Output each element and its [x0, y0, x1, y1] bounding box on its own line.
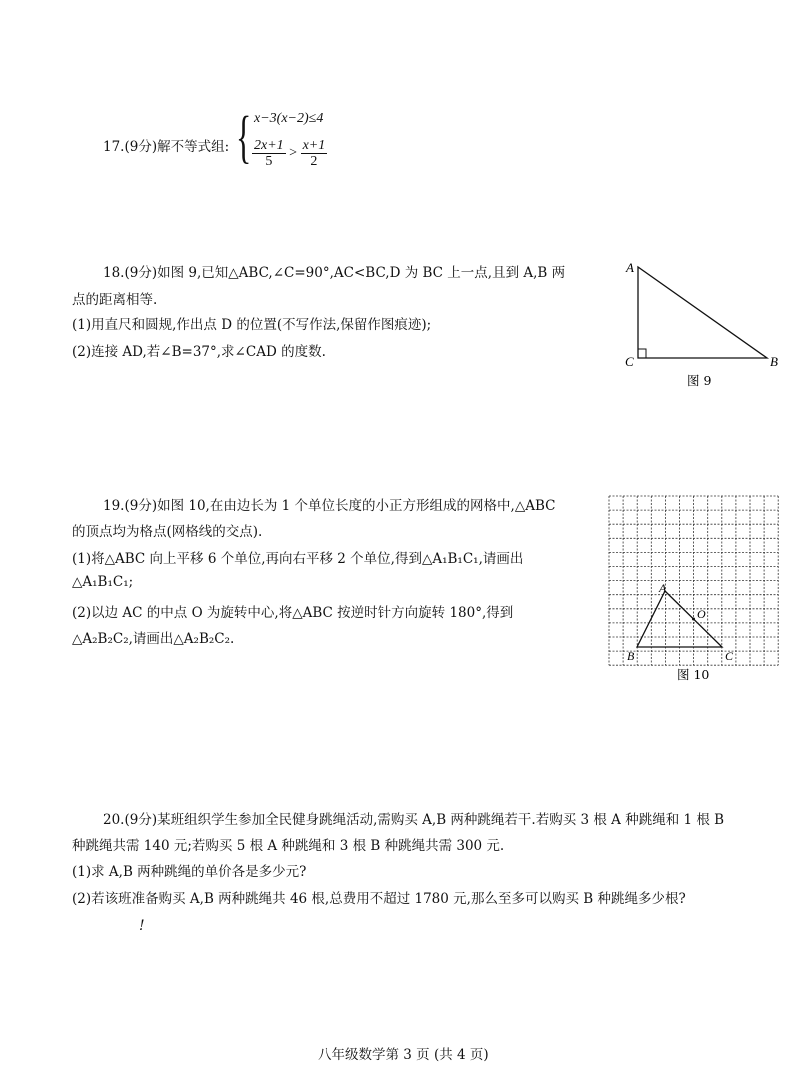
- q18-line-1: 18.(9分)如图 9,已知△ABC,∠C=90°,AC<BC,D 为 BC 上一点,且到 A,B 两: [103, 265, 566, 281]
- right-angle-mark: [638, 349, 646, 358]
- q19-sub-1-line-1: (1)将△ABC 向上平移 6 个单位,再向右平移 2 个单位,得到△A₁B₁C₁,请画出: [72, 551, 524, 567]
- q17-inequality-1: x−3(x−2)≤4: [254, 111, 324, 126]
- q19-line-2: 的顶点均为格点(网格线的交点).: [72, 524, 263, 540]
- grid-label-c: C: [725, 649, 734, 663]
- page-footer: 八年级数学第 3 页 (共 4 页): [318, 1047, 489, 1063]
- q18-sub-2: (2)连接 AD,若∠B=37°,求∠CAD 的度数.: [72, 344, 326, 360]
- q19-sub-2-line-1: (2)以边 AC 的中点 O 为旋转中心,将△ABC 按逆时针方向旋转 180°,得到: [72, 605, 514, 621]
- grid-label-o: O: [697, 607, 706, 621]
- stray-mark: !: [139, 918, 145, 934]
- q17-fraction-right: $\frac{x+1}{2}$: [302, 138, 326, 169]
- system-brace: {: [236, 104, 252, 169]
- q19-sub-2-line-2: △A₂B₂C₂,请画出△A₂B₂C₂.: [72, 631, 235, 647]
- q17-operator: >: [289, 145, 298, 161]
- q18-line-2: 点的距离相等.: [72, 292, 158, 308]
- q17-inequality-2: [252, 138, 327, 169]
- grid-label-b: B: [627, 649, 635, 663]
- figure-10-grid: [608, 492, 786, 692]
- q20-sub-2: (2)若该班准备购买 A,B 两种跳绳共 46 根,总费用不超过 1780 元,那么至多可以购买 B 种跳绳多少根?: [72, 891, 686, 907]
- grid-lines: [609, 496, 778, 665]
- q19-line-1: 19.(9分)如图 10,在由边长为 1 个单位长度的小正方形组成的网格中,△ABC: [103, 498, 556, 514]
- figure-10-caption: 图 10: [677, 667, 710, 682]
- q19-sub-1-line-2: △A₁B₁C₁;: [72, 574, 134, 590]
- figure-9-triangle: [615, 255, 790, 390]
- q18-sub-1: (1)用直尺和圆规,作出点 D 的位置(不写作法,保留作图痕迹);: [72, 317, 432, 333]
- q17-fraction-left: $\frac{2x+1}{5}$: [254, 138, 284, 169]
- q20-line-2: 种跳绳共需 140 元;若购买 5 根 A 种跳绳和 3 根 B 种跳绳共需 300 元.: [72, 838, 505, 854]
- vertex-label-b: B: [770, 354, 778, 369]
- vertex-label-a: A: [626, 260, 634, 275]
- triangle-abc: [638, 267, 767, 358]
- grid-label-a: A: [659, 581, 667, 595]
- vertex-label-c: C: [625, 354, 634, 369]
- figure-9-caption: 图 9: [687, 373, 712, 388]
- q20-sub-1: (1)求 A,B 两种跳绳的单价各是多少元?: [72, 864, 307, 880]
- midpoint-o: [692, 618, 695, 621]
- q20-line-1: 20.(9分)某班组织学生参加全民健身跳绳活动,需购买 A,B 两种跳绳若干.若购买 3 根 A 种跳绳和 1 根 B: [103, 812, 725, 828]
- q17-label: 17.(9分)解不等式组:: [103, 139, 230, 155]
